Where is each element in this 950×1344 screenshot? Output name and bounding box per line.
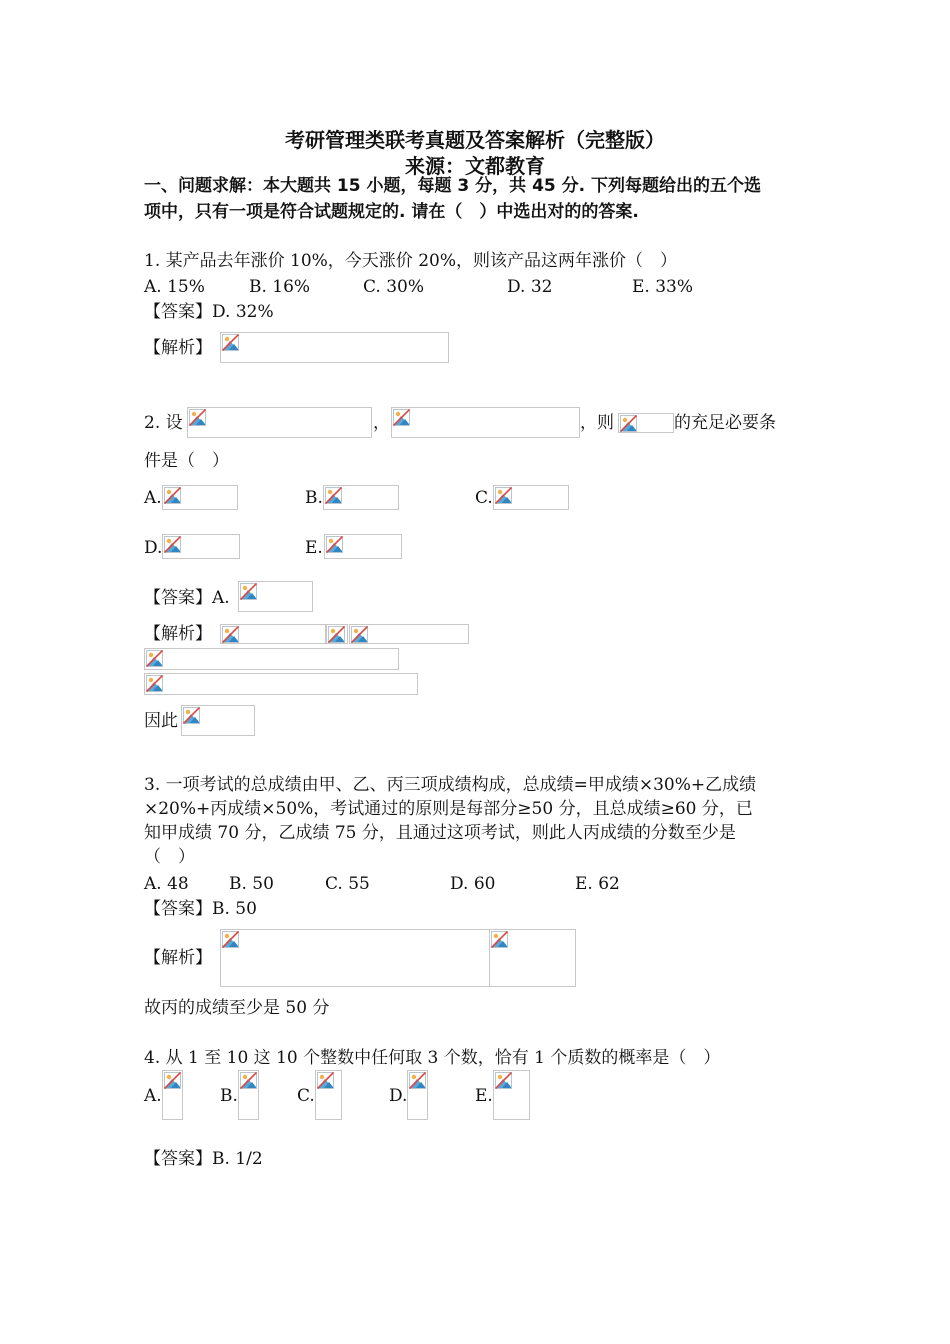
broken-image-icon — [240, 1072, 257, 1089]
q2-option-c: C. — [475, 488, 493, 508]
section-intro-line1: 一、问题求解：本大题共 15 小题，每题 3 分，共 45 分. 下列每题给出的五个选 — [144, 176, 762, 196]
q4-option-a-image — [162, 1070, 183, 1120]
broken-image-icon — [146, 650, 163, 667]
q3-analysis-image-1 — [220, 929, 490, 987]
broken-image-icon — [146, 675, 163, 692]
q2-option-d: D. — [144, 538, 163, 558]
q4-option-b: B. — [220, 1086, 238, 1106]
broken-image-icon — [328, 626, 345, 643]
q4-option-c: C. — [297, 1086, 315, 1106]
broken-image-icon — [351, 626, 368, 643]
q1-option-b: B. 16% — [249, 277, 311, 297]
q2-analysis-image-2 — [326, 624, 348, 644]
broken-image-icon — [164, 1072, 181, 1089]
q2-option-e: E. — [305, 538, 323, 558]
q2-stem-line2: 件是（ ） — [144, 451, 229, 471]
q2-conclusion: 因此 — [144, 711, 178, 731]
broken-image-icon — [222, 626, 239, 643]
broken-image-icon — [240, 583, 257, 600]
q1-analysis-label: 【解析】 — [144, 338, 212, 358]
broken-image-icon — [409, 1072, 426, 1089]
q2-option-e-image — [324, 534, 402, 559]
q1-option-d: D. 32 — [507, 277, 553, 297]
q2-analysis-image-3 — [349, 624, 469, 644]
broken-image-icon — [222, 334, 239, 351]
section-intro-line2: 项中，只有一项是符合试题规定的. 请在（ ）中选出对的的答案. — [144, 202, 639, 222]
q2-option-c-image — [493, 485, 569, 510]
q2-analysis-image-4 — [144, 648, 399, 670]
broken-image-icon — [164, 487, 181, 504]
q3-stem-line3: 知甲成绩 70 分，乙成绩 75 分，且通过这项考试，则此人丙成绩的分数至少是 — [144, 823, 736, 843]
q2-option-b: B. — [305, 488, 323, 508]
q4-option-e-image — [493, 1070, 530, 1120]
q1-analysis-image — [220, 332, 449, 363]
q1-option-e: E. 33% — [632, 277, 694, 297]
broken-image-icon — [491, 931, 508, 948]
q2-stem-c: ，则 — [580, 413, 614, 433]
q4-option-b-image — [238, 1070, 259, 1120]
broken-image-icon — [189, 409, 206, 426]
q4-option-c-image — [315, 1070, 342, 1120]
q2-option-a: A. — [144, 488, 162, 508]
q1-option-a: A. 15% — [144, 277, 205, 297]
q2-stem-a: 2. 设 — [144, 413, 183, 433]
q2-answer: 【答案】A. — [144, 588, 230, 608]
q3-option-c: C. 55 — [325, 874, 370, 894]
q2-answer-image — [238, 581, 313, 612]
q4-answer: 【答案】B. 1/2 — [144, 1149, 263, 1169]
q2-analysis-image-1 — [220, 624, 326, 644]
broken-image-icon — [325, 487, 342, 504]
document-source: 来源：文都教育 — [405, 154, 545, 178]
q2-analysis-label: 【解析】 — [144, 624, 212, 644]
q2-conclusion-image — [181, 705, 255, 736]
q2-stem-image-3 — [618, 413, 674, 433]
broken-image-icon — [326, 536, 343, 553]
q4-option-e: E. — [475, 1086, 493, 1106]
q2-analysis-image-5 — [144, 673, 418, 695]
q3-analysis-image-2 — [489, 929, 576, 987]
q3-answer: 【答案】B. 50 — [144, 899, 257, 919]
q3-stem-line4: （ ） — [144, 847, 195, 867]
q3-analysis-label: 【解析】 — [144, 948, 212, 968]
q3-option-a: A. 48 — [144, 874, 189, 894]
q4-stem: 4. 从 1 至 10 这 10 个整数中任何取 3 个数，恰有 1 个质数的概率是（ ） — [144, 1048, 721, 1068]
q4-option-d: D. — [389, 1086, 408, 1106]
q1-option-c: C. 30% — [363, 277, 424, 297]
broken-image-icon — [183, 707, 200, 724]
q2-option-b-image — [323, 485, 399, 510]
q3-stem-line1: 3. 一项考试的总成绩由甲、乙、丙三项成绩构成，总成绩=甲成绩×30%+乙成绩 — [144, 775, 757, 795]
broken-image-icon — [317, 1072, 334, 1089]
broken-image-icon — [222, 931, 239, 948]
broken-image-icon — [393, 409, 410, 426]
q3-conclusion: 故丙的成绩至少是 50 分 — [144, 998, 330, 1018]
q2-stem-d: 的充足必要条 — [674, 413, 776, 433]
q3-option-e: E. 62 — [575, 874, 620, 894]
q4-option-a: A. — [144, 1086, 162, 1106]
q2-stem-b: ， — [373, 413, 390, 433]
q1-answer: 【答案】D. 32% — [144, 302, 274, 322]
broken-image-icon — [495, 487, 512, 504]
q2-stem-image-2 — [391, 407, 580, 438]
broken-image-icon — [495, 1072, 512, 1089]
q2-option-a-image — [162, 485, 238, 510]
q4-option-d-image — [407, 1070, 428, 1120]
broken-image-icon — [620, 415, 637, 432]
q3-option-b: B. 50 — [229, 874, 274, 894]
document-title: 考研管理类联考真题及答案解析（完整版） — [285, 128, 665, 152]
q3-option-d: D. 60 — [450, 874, 496, 894]
q2-option-d-image — [162, 534, 240, 559]
q3-stem-line2: ×20%+丙成绩×50%，考试通过的原则是每部分≥50 分，且总成绩≥60 分，已 — [144, 799, 753, 819]
q1-stem: 1. 某产品去年涨价 10%，今天涨价 20%，则该产品这两年涨价（ ） — [144, 251, 678, 271]
broken-image-icon — [164, 536, 181, 553]
q2-stem-image-1 — [187, 407, 372, 438]
